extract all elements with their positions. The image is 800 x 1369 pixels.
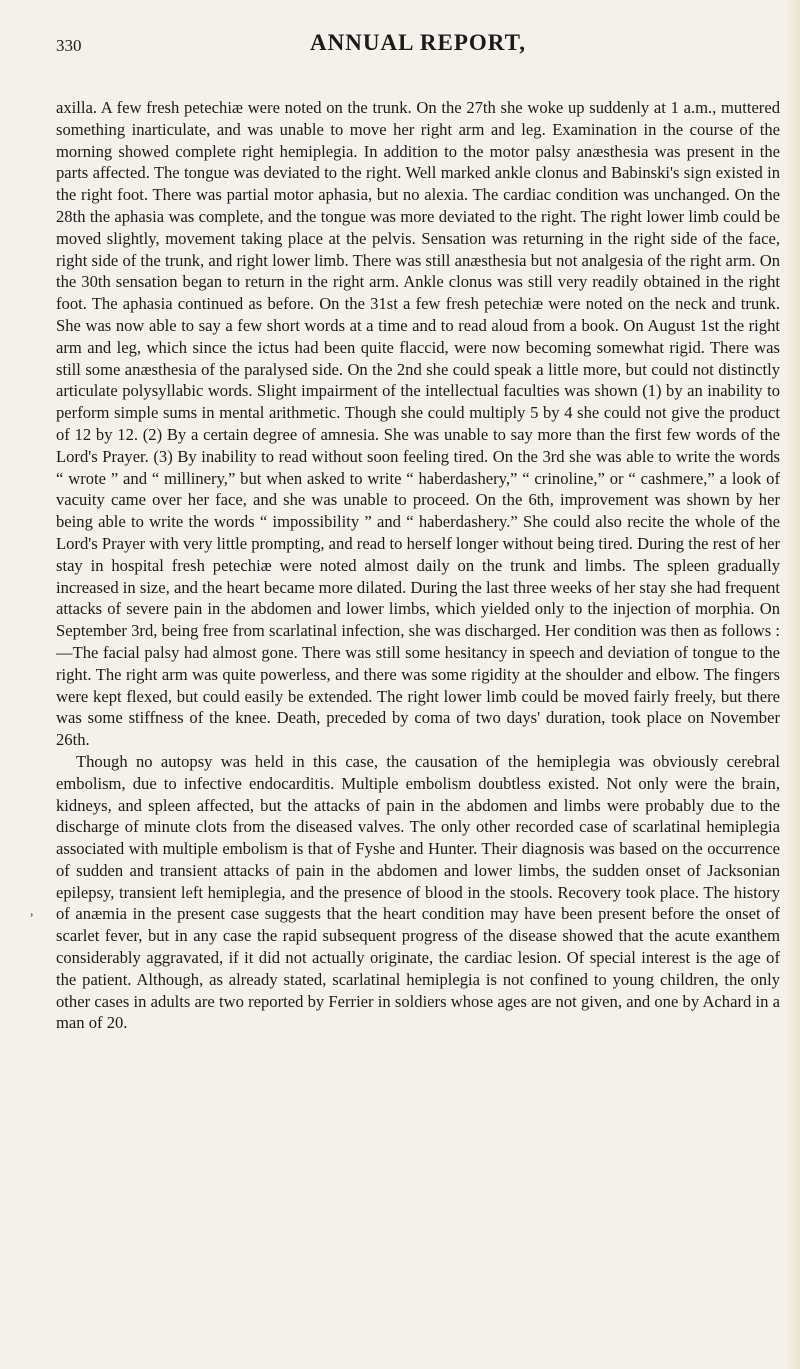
page-edge-discoloration [786, 0, 800, 1369]
body-text [56, 97, 780, 1034]
paragraph-case-history: axilla. A few fresh petechiæ were noted on the trunk. On the 27th she woke up suddenly at 1 a.m., muttered something inarticulate, and was unable to move her right arm and leg. Examination in the course of the morning showed complete right hemiplegia. In addition to the motor palsy anæsthesia was present in the parts affected. The tongue was deviated to the right. Well marked ankle clonus and Babinski's sign existed in the right foot. There was partial motor aphasia, but no alexia. The cardiac condition was unchanged. On the 28th the aphasia was complete, and the tongue was more deviated to the right. The right lower limb could be moved slightly, movement taking place at the pelvis. Sensation was returning in the right side of the face, right side of the trunk, and right lower limb. There was still anæsthesia but not analgesia of the right arm. On the 30th sensation began to return in the right arm. Ankle clonus was still very readily obtained in the right foot. The aphasia continued as before. On the 31st a few fresh petechiæ were noted on the neck and trunk. She was now able to say a few short words at a time and to read aloud from a book. On August 1st the right arm and leg, which since the ictus had been quite flaccid, were now becoming somewhat rigid. There was still some anæsthesia of the paralysed side. On the 2nd she could speak a little more, but could not distinctly articulate polysyllabic words. Slight impairment of the intellectual faculties was shown (1) by an inability to perform simple sums in mental arithmetic. Though she could multiply 5 by 4 she could not give the product of 12 by 12. (2) By a certain degree of amnesia. She was unable to say more than the first few words of the Lord's Prayer. (3) By inability to read without soon feeling tired. On the 3rd she was able to write the words “ wrote ” and “ millinery,” but when asked to write “ haberdashery,” “ crinoline,” or “ cashmere,” a look of vacuity came over her face, and she was unable to proceed. On the 6th, improvement was shown by her being able to write the words “ impossibility ” and “ haberdashery.” She could also recite the whole of the Lord's Prayer with very little prompting, and read to herself longer without being tired. During the rest of her stay in hospital fresh petechiæ were noted almost daily on the trunk and limbs. The spleen gradually increased in size, and the heart became more dilated. During the last three weeks of her stay she had frequent attacks of severe pain in the abdomen and lower limbs, which yielded only to the injection of morphia. On September 3rd, being free from scarlatinal infection, she was discharged. Her condition was then as follows :—The facial palsy had almost gone. There was still some hesitancy in speech and deviation of tongue to the right. The right arm was quite powerless, and there was some rigidity at the shoulder and elbow. The fingers were kept flexed, but could easily be extended. The right lower limb could be moved fairly freely, but there was some stiffness of the knee. Death, preceded by coma of two days' duration, took place on November 26th. [56, 98, 780, 750]
margin-mark: , [30, 904, 34, 919]
page-number: 330 [56, 36, 82, 55]
paragraph-discussion: Though no autopsy was held in this case, the causation of the hemiplegia was obviously cerebral embolism, due to infective endocarditis. Multiple embolism doubtless existed. Not only were the brain, kidneys, and spleen affected, but the attacks of pain in the abdomen and limbs were probably due to the discharge of minute clots from the diseased valves. The only other recorded case of scarlatinal hemiplegia associated with multiple embolism is that of Fyshe and Hunter. Their diagnosis was based on the occurrence of sudden and transient attacks of pain in the abdomen and lower limbs, the sudden onset of Jacksonian epilepsy, transient left hemiplegia, and the presence of blood in the stools. Recovery took place. The history of anæmia in the present case suggests that the heart condition may have been present before the onset of scarlet fever, but in any case the rapid subsequent progress of the disease showed that the acute exanthem considerably aggravated, if it did not actually originate, the cardiac lesion. Of special interest is the age of the patient. Although, as already stated, scarlatinal hemiplegia is not confined to young children, the only other cases in adults are two reported by Ferrier in soldiers whose ages are not given, and one by Achard in a man of 20. [56, 751, 780, 1033]
running-header [56, 30, 780, 60]
running-title: ANNUAL REPORT, [310, 30, 526, 55]
